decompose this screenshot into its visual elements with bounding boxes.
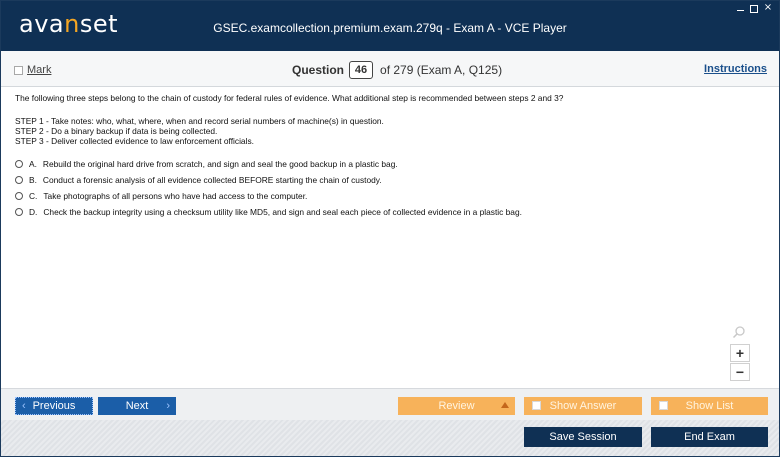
option-letter: A. <box>29 159 37 169</box>
zoom-in-button[interactable]: + <box>730 344 750 362</box>
show-list-button[interactable] <box>651 397 768 415</box>
question-body <box>15 93 765 220</box>
step-line: STEP 1 - Take notes: who, what, where, when and record serial numbers of machine(s) in question. <box>15 116 384 126</box>
option-text[interactable]: Conduct a forensic analysis of all evidence collected BEFORE starting the chain of custody. <box>42 175 382 185</box>
option-a[interactable] <box>15 156 765 172</box>
previous-label: Previous <box>32 400 76 412</box>
option-letter: C. <box>29 191 38 201</box>
radio-button[interactable] <box>15 192 23 200</box>
end-exam-button[interactable]: End Exam <box>651 427 768 447</box>
checkbox-icon[interactable] <box>532 401 541 410</box>
next-button[interactable] <box>98 397 176 415</box>
chevron-right-icon: › <box>166 400 170 412</box>
next-label: Next <box>125 400 149 412</box>
option-d[interactable] <box>15 204 765 220</box>
show-answer-label: Show Answer <box>549 400 617 412</box>
navigation-toolbar <box>1 388 779 420</box>
option-letter: B. <box>29 175 37 185</box>
option-text[interactable]: Rebuild the original hard drive from scratch, and sign and seal the good backup in a plastic bag. <box>42 159 398 169</box>
session-toolbar <box>1 420 779 456</box>
checkbox-icon[interactable] <box>14 66 23 75</box>
option-text[interactable]: Check the backup integrity using a checksum utility like MD5, and sign and seal each piece of collected evidence in a plastic bag. <box>43 207 522 217</box>
previous-button[interactable] <box>15 397 93 415</box>
chevron-left-icon: ‹ <box>22 400 26 412</box>
option-text[interactable]: Take photographs of all persons who have had access to the computer. <box>43 191 308 201</box>
minimize-icon[interactable] <box>735 3 745 13</box>
title-bar <box>1 1 779 51</box>
review-button[interactable] <box>398 397 515 415</box>
zoom-out-button[interactable]: − <box>730 363 750 381</box>
question-of-label: of 279 (Exam A, Q125) <box>380 63 503 77</box>
logo-part: set <box>79 10 119 38</box>
radio-button[interactable] <box>15 208 23 216</box>
window-controls <box>735 3 773 13</box>
mark-checkbox[interactable] <box>14 64 51 76</box>
answer-options <box>15 156 765 220</box>
close-icon[interactable]: × <box>763 2 773 13</box>
step-line: STEP 2 - Do a binary backup if data is being collected. <box>15 126 218 136</box>
instructions-link[interactable]: Instructions <box>704 63 767 75</box>
magnifier-icon <box>732 325 746 339</box>
save-session-button[interactable]: Save Session <box>524 427 642 447</box>
option-c[interactable] <box>15 188 765 204</box>
radio-button[interactable] <box>15 176 23 184</box>
radio-button[interactable] <box>15 160 23 168</box>
question-text: The following three steps belong to the chain of custody for federal rules of evidence. What additional step is recommended between steps 2 and 3? <box>15 93 564 103</box>
triangle-up-icon <box>501 402 509 408</box>
option-letter: D. <box>29 207 38 217</box>
maximize-icon[interactable] <box>749 3 759 13</box>
logo-part: ava <box>19 10 65 38</box>
mark-label[interactable]: Mark <box>27 64 52 76</box>
review-label: Review <box>438 400 475 412</box>
show-list-label: Show List <box>685 400 734 412</box>
question-header <box>1 51 779 87</box>
question-navigator <box>292 61 502 79</box>
logo-accent: n <box>64 10 80 38</box>
question-number-input[interactable]: 46 <box>349 61 373 79</box>
option-b[interactable] <box>15 172 765 188</box>
show-answer-button[interactable] <box>524 397 642 415</box>
window-title: GSEC.examcollection.premium.exam.279q - Exam A - VCE Player <box>213 21 567 35</box>
step-line: STEP 3 - Deliver collected evidence to law enforcement officials. <box>15 136 254 146</box>
checkbox-icon[interactable] <box>659 401 668 410</box>
question-label: Question <box>292 63 345 77</box>
